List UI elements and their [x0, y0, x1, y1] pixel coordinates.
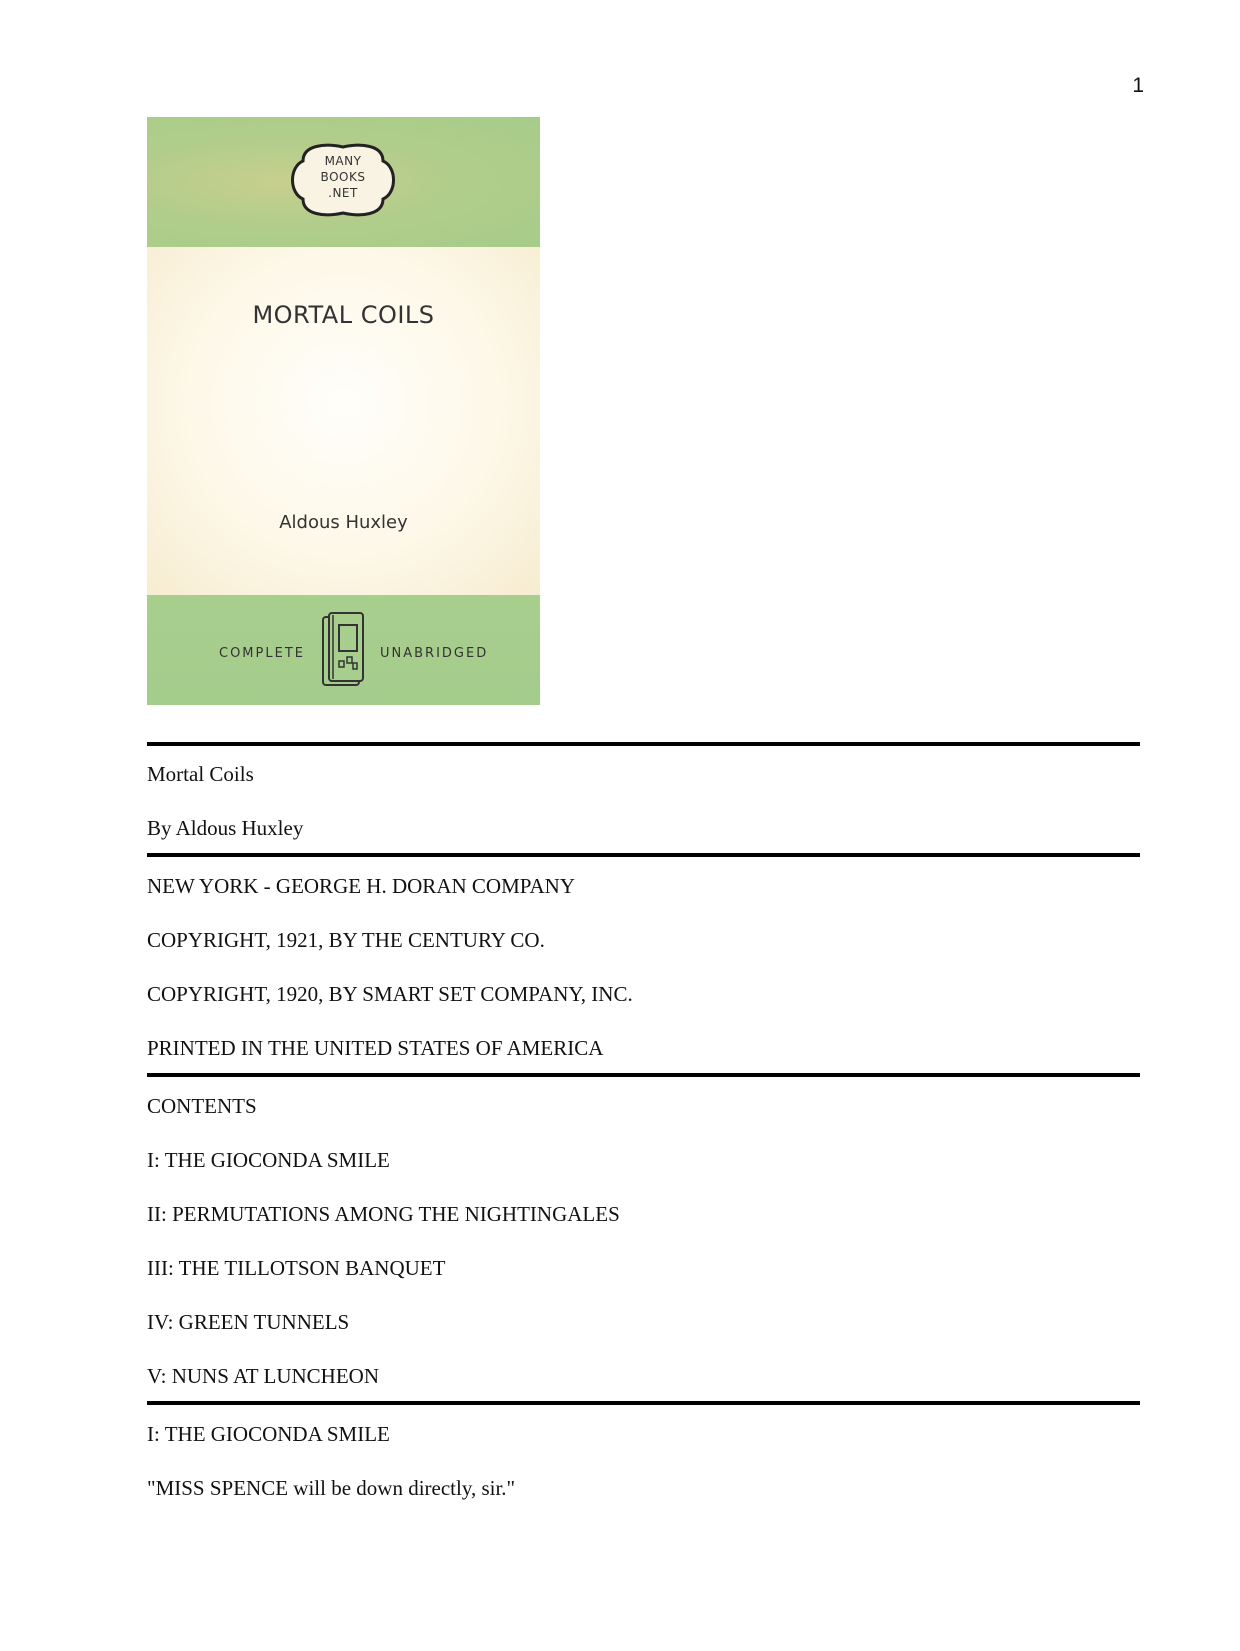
- contents-item: V: NUNS AT LUNCHEON: [147, 1364, 379, 1388]
- page-number: 1: [1132, 74, 1144, 97]
- cover-title: MORTAL COILS: [252, 301, 435, 329]
- cover-complete-label: COMPLETE: [219, 646, 305, 661]
- publisher-line: NEW YORK - GEORGE H. DORAN COMPANY: [147, 874, 575, 898]
- chapter-first-line: "MISS SPENCE will be down directly, sir.": [147, 1476, 516, 1500]
- horizontal-rule: [147, 1401, 1140, 1405]
- book-cover: [147, 117, 540, 705]
- chapter-heading: I: THE GIOCONDA SMILE: [147, 1422, 390, 1446]
- contents-item: III: THE TILLOTSON BANQUET: [147, 1256, 446, 1280]
- logo-line: BOOKS: [320, 170, 366, 184]
- contents-item: II: PERMUTATIONS AMONG THE NIGHTINGALES: [147, 1202, 620, 1226]
- contents-heading: CONTENTS: [147, 1094, 257, 1118]
- printed-line: PRINTED IN THE UNITED STATES OF AMERICA: [147, 1036, 604, 1060]
- book-title: Mortal Coils: [147, 762, 254, 786]
- horizontal-rule: [147, 1073, 1140, 1077]
- logo-line: MANY: [324, 154, 362, 168]
- copyright-line: COPYRIGHT, 1921, BY THE CENTURY CO.: [147, 928, 545, 952]
- horizontal-rule: [147, 742, 1140, 746]
- book-icon: [319, 611, 367, 691]
- contents-item: IV: GREEN TUNNELS: [147, 1310, 350, 1334]
- logo-text: [285, 153, 401, 201]
- cover-unabridged-label: UNABRIDGED: [380, 646, 489, 661]
- cover-author: Aldous Huxley: [279, 512, 408, 533]
- copyright-line: COPYRIGHT, 1920, BY SMART SET COMPANY, INC.: [147, 982, 633, 1006]
- book-byline: By Aldous Huxley: [147, 816, 304, 840]
- contents-item: I: THE GIOCONDA SMILE: [147, 1148, 390, 1172]
- cover-middle-panel: [147, 247, 540, 595]
- logo-line: .NET: [328, 186, 358, 200]
- horizontal-rule: [147, 853, 1140, 857]
